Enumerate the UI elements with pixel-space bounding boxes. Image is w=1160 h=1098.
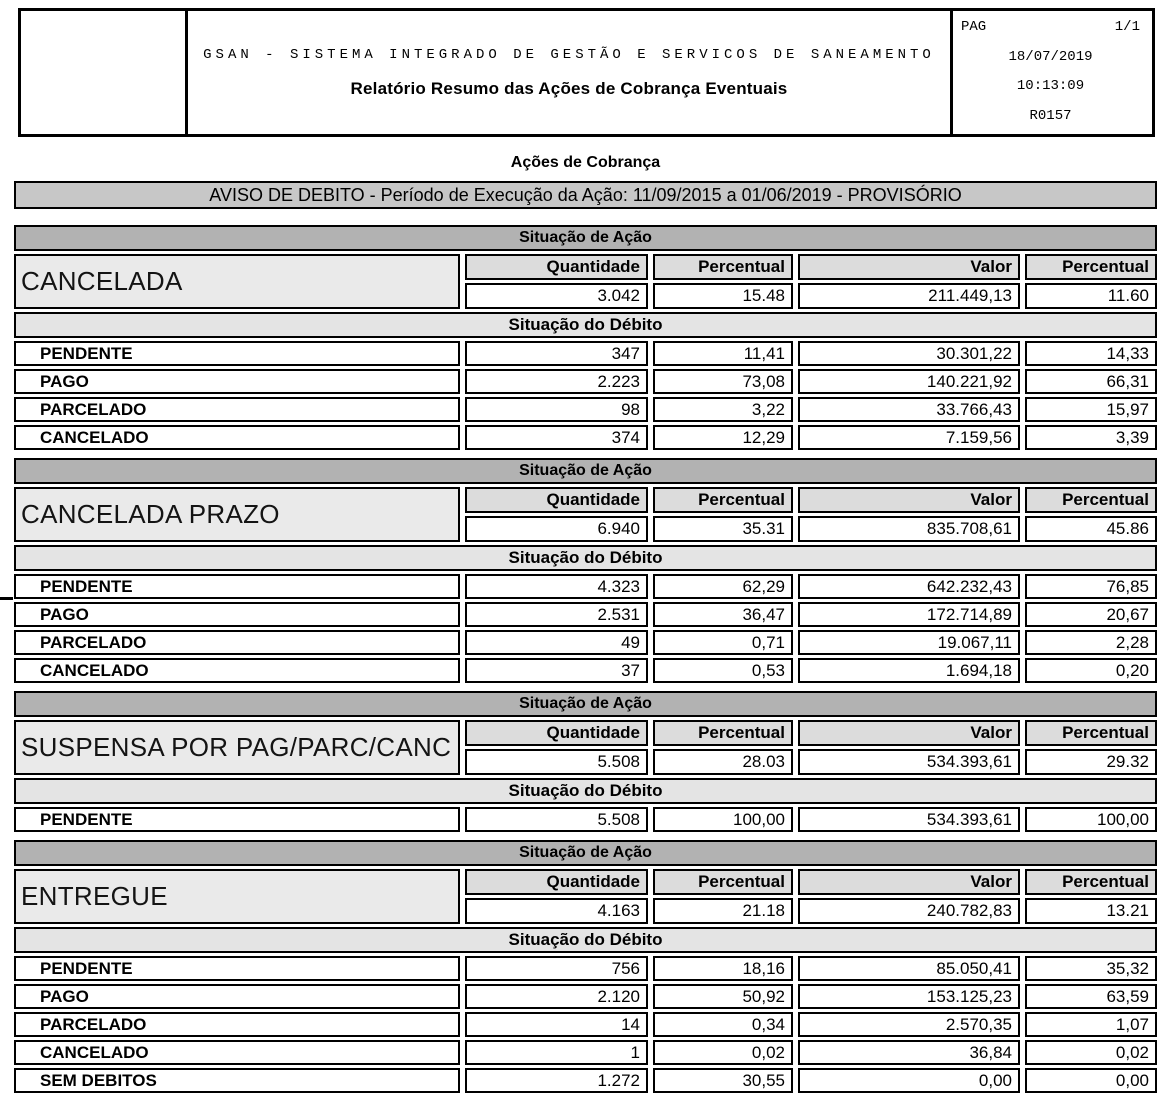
debito-valor: 172.714,89 <box>798 602 1020 627</box>
debito-valor: 85.050,41 <box>798 956 1020 981</box>
debito-percentual-valor: 100,00 <box>1025 807 1157 832</box>
debito-quantidade: 374 <box>465 425 648 450</box>
col-valor: Valor <box>798 869 1020 895</box>
summary-grid <box>14 869 1157 924</box>
debito-label: SEM DEBITOS <box>14 1068 460 1093</box>
debito-grid <box>14 956 1157 1093</box>
summary-percentual-valor: 11.60 <box>1025 283 1157 309</box>
summary-percentual: 28.03 <box>653 749 793 775</box>
col-valor: Valor <box>798 720 1020 746</box>
debito-valor: 33.766,43 <box>798 397 1020 422</box>
summary-percentual-valor: 29.32 <box>1025 749 1157 775</box>
col-percentual: Percentual <box>653 254 793 280</box>
report-time: 10:13:09 <box>1016 78 1085 95</box>
summary-percentual-valor: 13.21 <box>1025 898 1157 924</box>
col-quantidade: Quantidade <box>465 254 648 280</box>
debito-percentual: 100,00 <box>653 807 793 832</box>
debito-percentual-valor: 63,59 <box>1025 984 1157 1009</box>
debito-quantidade: 1.272 <box>465 1068 648 1093</box>
debito-percentual-valor: 15,97 <box>1025 397 1157 422</box>
report-date: 18/07/2019 <box>1008 48 1093 65</box>
debito-percentual-valor: 76,85 <box>1025 574 1157 599</box>
section-name: CANCELADA <box>14 254 460 309</box>
debito-valor: 30.301,22 <box>798 341 1020 366</box>
debito-label: PARCELADO <box>14 630 460 655</box>
debito-label: PARCELADO <box>14 1012 460 1037</box>
debito-quantidade: 756 <box>465 956 648 981</box>
debito-percentual-valor: 0,02 <box>1025 1040 1157 1065</box>
system-title: GSAN - SISTEMA INTEGRADO DE GESTÃO E SERVICOS DE SANEAMENTO <box>203 46 935 63</box>
debito-quantidade: 2.531 <box>465 602 648 627</box>
col-percentual-valor: Percentual <box>1025 720 1157 746</box>
debito-quantidade: 4.323 <box>465 574 648 599</box>
summary-grid <box>14 254 1157 309</box>
debito-grid <box>14 574 1157 683</box>
band-situacao-acao: Situação de Ação <box>14 840 1157 866</box>
summary-percentual-valor: 45.86 <box>1025 516 1157 542</box>
pag-label: PAG <box>961 19 987 35</box>
debito-quantidade: 14 <box>465 1012 648 1037</box>
report-body <box>14 137 1157 1093</box>
col-quantidade: Quantidade <box>465 487 648 513</box>
debito-quantidade: 2.223 <box>465 369 648 394</box>
debito-percentual-valor: 0,00 <box>1025 1068 1157 1093</box>
summary-valor: 534.393,61 <box>798 749 1020 775</box>
summary-valor: 211.449,13 <box>798 283 1020 309</box>
debito-label: PENDENTE <box>14 956 460 981</box>
col-percentual-valor: Percentual <box>1025 487 1157 513</box>
report-meta <box>953 11 1152 134</box>
debito-percentual-valor: 1,07 <box>1025 1012 1157 1037</box>
band-situacao-debito: Situação do Débito <box>14 778 1157 804</box>
debito-label: CANCELADO <box>14 425 460 450</box>
debito-percentual: 12,29 <box>653 425 793 450</box>
summary-percentual: 15.48 <box>653 283 793 309</box>
debito-quantidade: 49 <box>465 630 648 655</box>
debito-label: PENDENTE <box>14 341 460 366</box>
report-code: R0157 <box>1029 107 1072 124</box>
section-entregue <box>14 840 1157 1093</box>
col-quantidade: Quantidade <box>465 869 648 895</box>
debito-valor: 1.694,18 <box>798 658 1020 683</box>
debito-valor: 36,84 <box>798 1040 1020 1065</box>
debito-quantidade: 1 <box>465 1040 648 1065</box>
summary-percentual: 35.31 <box>653 516 793 542</box>
debito-percentual-valor: 3,39 <box>1025 425 1157 450</box>
summary-quantidade: 4.163 <box>465 898 648 924</box>
debito-percentual: 0,34 <box>653 1012 793 1037</box>
debito-grid <box>14 807 1157 832</box>
section-name: SUSPENSA POR PAG/PARC/CANC <box>14 720 460 775</box>
col-percentual: Percentual <box>653 720 793 746</box>
debito-percentual: 36,47 <box>653 602 793 627</box>
debito-quantidade: 5.508 <box>465 807 648 832</box>
col-valor: Valor <box>798 254 1020 280</box>
page-number: 1/1 <box>1114 19 1140 35</box>
debito-percentual: 0,53 <box>653 658 793 683</box>
section-name: ENTREGUE <box>14 869 460 924</box>
debito-percentual: 30,55 <box>653 1068 793 1093</box>
debito-label: CANCELADO <box>14 1040 460 1065</box>
debito-quantidade: 2.120 <box>465 984 648 1009</box>
debito-label: PENDENTE <box>14 574 460 599</box>
debito-percentual-valor: 2,28 <box>1025 630 1157 655</box>
debito-label: PAGO <box>14 369 460 394</box>
debito-quantidade: 98 <box>465 397 648 422</box>
debito-percentual-valor: 20,67 <box>1025 602 1157 627</box>
section-suspensa <box>14 691 1157 832</box>
summary-grid <box>14 487 1157 542</box>
debito-valor: 19.067,11 <box>798 630 1020 655</box>
debito-percentual: 0,71 <box>653 630 793 655</box>
debito-valor: 140.221,92 <box>798 369 1020 394</box>
debito-percentual: 62,29 <box>653 574 793 599</box>
debito-grid <box>14 341 1157 450</box>
debito-label: CANCELADO <box>14 658 460 683</box>
debito-percentual-valor: 0,20 <box>1025 658 1157 683</box>
col-valor: Valor <box>798 487 1020 513</box>
page-indicator <box>961 19 1140 35</box>
section-cancelada <box>14 225 1157 450</box>
debito-percentual: 3,22 <box>653 397 793 422</box>
debito-percentual-valor: 66,31 <box>1025 369 1157 394</box>
band-situacao-acao: Situação de Ação <box>14 691 1157 717</box>
filter-bar: AVISO DE DEBITO - Período de Execução da Ação: 11/09/2015 a 01/06/2019 - PROVISÓRIO <box>14 181 1157 209</box>
debito-valor: 0,00 <box>798 1068 1020 1093</box>
debito-percentual: 0,02 <box>653 1040 793 1065</box>
debito-valor: 7.159,56 <box>798 425 1020 450</box>
debito-valor: 642.232,43 <box>798 574 1020 599</box>
debito-percentual: 50,92 <box>653 984 793 1009</box>
summary-valor: 835.708,61 <box>798 516 1020 542</box>
debito-label: PARCELADO <box>14 397 460 422</box>
debito-valor: 534.393,61 <box>798 807 1020 832</box>
col-percentual-valor: Percentual <box>1025 869 1157 895</box>
summary-valor: 240.782,83 <box>798 898 1020 924</box>
debito-quantidade: 347 <box>465 341 648 366</box>
debito-percentual: 18,16 <box>653 956 793 981</box>
page-title: Ações de Cobrança <box>510 154 661 171</box>
debito-valor: 2.570,35 <box>798 1012 1020 1037</box>
page-edge-mark <box>0 597 13 600</box>
report-header <box>18 8 1155 137</box>
band-situacao-acao: Situação de Ação <box>14 225 1157 251</box>
summary-grid <box>14 720 1157 775</box>
summary-quantidade: 3.042 <box>465 283 648 309</box>
debito-valor: 153.125,23 <box>798 984 1020 1009</box>
band-situacao-debito: Situação do Débito <box>14 312 1157 338</box>
report-title: Relatório Resumo das Ações de Cobrança Eventuais <box>350 78 788 98</box>
section-name: CANCELADA PRAZO <box>14 487 460 542</box>
debito-quantidade: 37 <box>465 658 648 683</box>
section-cancelada-prazo <box>14 458 1157 683</box>
debito-percentual-valor: 35,32 <box>1025 956 1157 981</box>
debito-label: PENDENTE <box>14 807 460 832</box>
col-percentual: Percentual <box>653 869 793 895</box>
debito-percentual: 73,08 <box>653 369 793 394</box>
report-title-block <box>188 11 953 134</box>
debito-label: PAGO <box>14 984 460 1009</box>
debito-label: PAGO <box>14 602 460 627</box>
band-situacao-acao: Situação de Ação <box>14 458 1157 484</box>
col-quantidade: Quantidade <box>465 720 648 746</box>
debito-percentual: 11,41 <box>653 341 793 366</box>
logo-area <box>21 11 188 134</box>
summary-quantidade: 5.508 <box>465 749 648 775</box>
band-situacao-debito: Situação do Débito <box>14 545 1157 571</box>
debito-percentual-valor: 14,33 <box>1025 341 1157 366</box>
col-percentual: Percentual <box>653 487 793 513</box>
col-percentual-valor: Percentual <box>1025 254 1157 280</box>
band-situacao-debito: Situação do Débito <box>14 927 1157 953</box>
summary-percentual: 21.18 <box>653 898 793 924</box>
summary-quantidade: 6.940 <box>465 516 648 542</box>
